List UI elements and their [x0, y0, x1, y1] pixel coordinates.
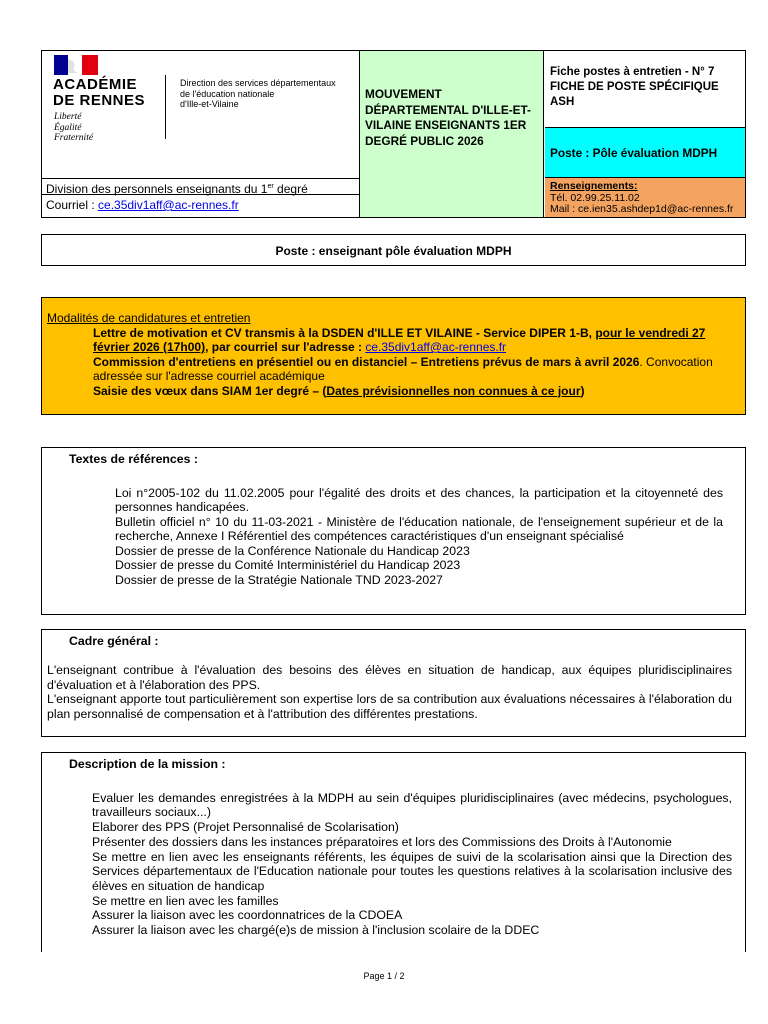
movement-text: MOUVEMENT DÉPARTEMENTAL D'ILLE-ET-VILAINE ENSEIGNANTS 1ER DEGRÉ PUBLIC 2026 [365, 87, 531, 148]
cadre-box [41, 629, 746, 737]
renseignements-title: Renseignements: [550, 180, 638, 192]
modalites-item-1 [47, 326, 721, 355]
mission-item: Evaluer les demandes enregistrées à la MDPH au sein d'équipes pluridisciplinaires (avec médecins, psychologues, travailleurs sociaux...) [92, 790, 732, 820]
academie-line1: ACADÉMIE [53, 76, 138, 93]
texte-item: Bulletin officiel n° 10 du 11-03-2021 - Ministère de l'éducation nationale, de l'enseignement supérieur et de la recherche, Annexe I Référentiel des compétences caractéristiques d'un enseignant spécialisé [115, 514, 723, 543]
division-suffix: degré [273, 182, 308, 196]
fiche-cell [545, 51, 745, 128]
modalites-item-3 [47, 384, 721, 399]
cadre-paragraph: L'enseignant contribue à l'évaluation des besoins des élèves en situation de handicap, aux équipes pluridisciplinaires d'évaluation et à l'élaboration des PPS. [47, 662, 732, 692]
poste-banner [41, 234, 746, 266]
poste-cell [545, 128, 745, 178]
page-number: Page 1 / 2 [363, 971, 405, 981]
academie-line2: DE RENNES [53, 92, 146, 109]
motto-liberte: Liberté [54, 112, 82, 122]
modalites-item-2 [47, 355, 721, 384]
motto-fraternite: Fraternité [54, 133, 94, 143]
textes-list [42, 486, 723, 588]
motto [54, 112, 93, 144]
modalites-title: Modalités de candidatures et entretien [47, 311, 251, 325]
marianne-flag-icon [54, 55, 98, 75]
modalites-box [41, 297, 746, 415]
cadre-title: Cadre général : [69, 634, 159, 648]
movement-cell [359, 51, 544, 217]
modalites-email-link[interactable]: ce.35div1aff@ac-rennes.fr [365, 340, 507, 354]
modalites-line1-bold: Lettre de motivation et CV transmis à la DSDEN d'ILLE ET VILAINE - Service DIPER 1-B, [93, 325, 596, 340]
division-sup: er [267, 183, 274, 190]
textes-box [41, 447, 746, 615]
modalites-line3-dates: Dates prévisionnelles non connues à ce jour [326, 383, 581, 398]
modalites-line2-bold: Commission d'entretiens en présentiel ou en distanciel – Entretiens prévus de mars à avril 2026 [93, 354, 640, 369]
fiche-number: Fiche postes à entretien - N° 7 [550, 66, 715, 78]
fiche-title: FICHE DE POSTE SPÉCIFIQUE ASH [550, 80, 719, 108]
logo-cell [42, 51, 359, 178]
mission-box [41, 752, 746, 952]
modalites-line2-rest: . Convocation adressée sur l'adresse courriel académique [93, 354, 713, 383]
texte-item: Dossier de presse de la Stratégie Nationale TND 2023-2027 [115, 572, 443, 587]
texte-item: Loi n°2005-102 du 11.02.2005 pour l'égalité des droits et des chances, la participation et la citoyenneté des personnes handicapées. [115, 485, 723, 514]
mission-list [42, 791, 732, 938]
modalites-line3-end: ) [580, 383, 585, 398]
modalites-line3-bold: Saisie des vœux dans SIAM 1er degré – ( [93, 383, 327, 398]
courriel-email-link[interactable]: ce.35div1aff@ac-rennes.fr [98, 198, 239, 212]
direction-line-1: Direction des services départementaux [180, 78, 336, 88]
renseignements-cell [545, 178, 745, 217]
division-text: Division des personnels enseignants du 1 [46, 182, 268, 196]
courriel-label: Courriel : [46, 198, 99, 212]
poste-banner-text: Poste : enseignant pôle évaluation MDPH [275, 244, 512, 258]
mission-item: Se mettre en lien avec les enseignants référents, les équipes de suivi de la scolarisation ainsi que la Direction des Services départementaux de l'Education nationale pour toutes les questions relatives à la scolarisation inclusive des élèves en situation de handicap [92, 849, 732, 893]
mission-title: Description de la mission : [69, 757, 226, 771]
courriel-cell [42, 195, 359, 217]
cadre-paragraph: L'enseignant apporte tout particulièrement son expertise lors de sa contribution aux évaluations nécessaires à l'élaboration du plan personnalisé de compensation et à l'attribution des différentes prestations. [47, 692, 732, 722]
poste-cell-text: Poste : Pôle évaluation MDPH [550, 146, 718, 160]
cadre-body [47, 663, 732, 722]
texte-item: Dossier de presse de la Conférence Nationale du Handicap 2023 [115, 543, 470, 558]
division-cell [42, 178, 359, 195]
motto-egalite: Égalité [54, 122, 82, 133]
direction-line-2: de l'éducation nationale [180, 88, 275, 99]
mission-item: Assurer la liaison avec les chargé(e)s de mission à l'inclusion scolaire de la DDEC [92, 923, 540, 938]
modalites-deadline: pour le vendredi 27 février 2026 (17h00) [93, 325, 706, 354]
textes-title: Textes de références : [69, 452, 198, 466]
renseignements-tel: Tél. 02.99.25.11.02 [550, 191, 640, 204]
logo-divider [165, 75, 166, 139]
direction-line-3: d'Ille-et-Vilaine [180, 99, 239, 109]
renseignements-mail: Mail : ce.ien35.ashdep1d@ac-rennes.fr [550, 203, 734, 215]
modalites-line1-mid: , par courriel sur l'adresse : [205, 340, 366, 354]
texte-item: Dossier de presse du Comité Interministériel du Handicap 2023 [115, 558, 461, 572]
mission-item: Elaborer des PPS (Projet Personnalisé de Scolarisation) [92, 820, 399, 835]
mission-item: Se mettre en lien avec les familles [92, 893, 279, 908]
mission-item: Assurer la liaison avec les coordonnatrices de la CDOEA [92, 908, 403, 923]
direction-text [180, 78, 336, 110]
mission-item: Présenter des dossiers dans les instances préparatoires et lors des Commissions des Droits à l'Autonomie [92, 834, 672, 849]
